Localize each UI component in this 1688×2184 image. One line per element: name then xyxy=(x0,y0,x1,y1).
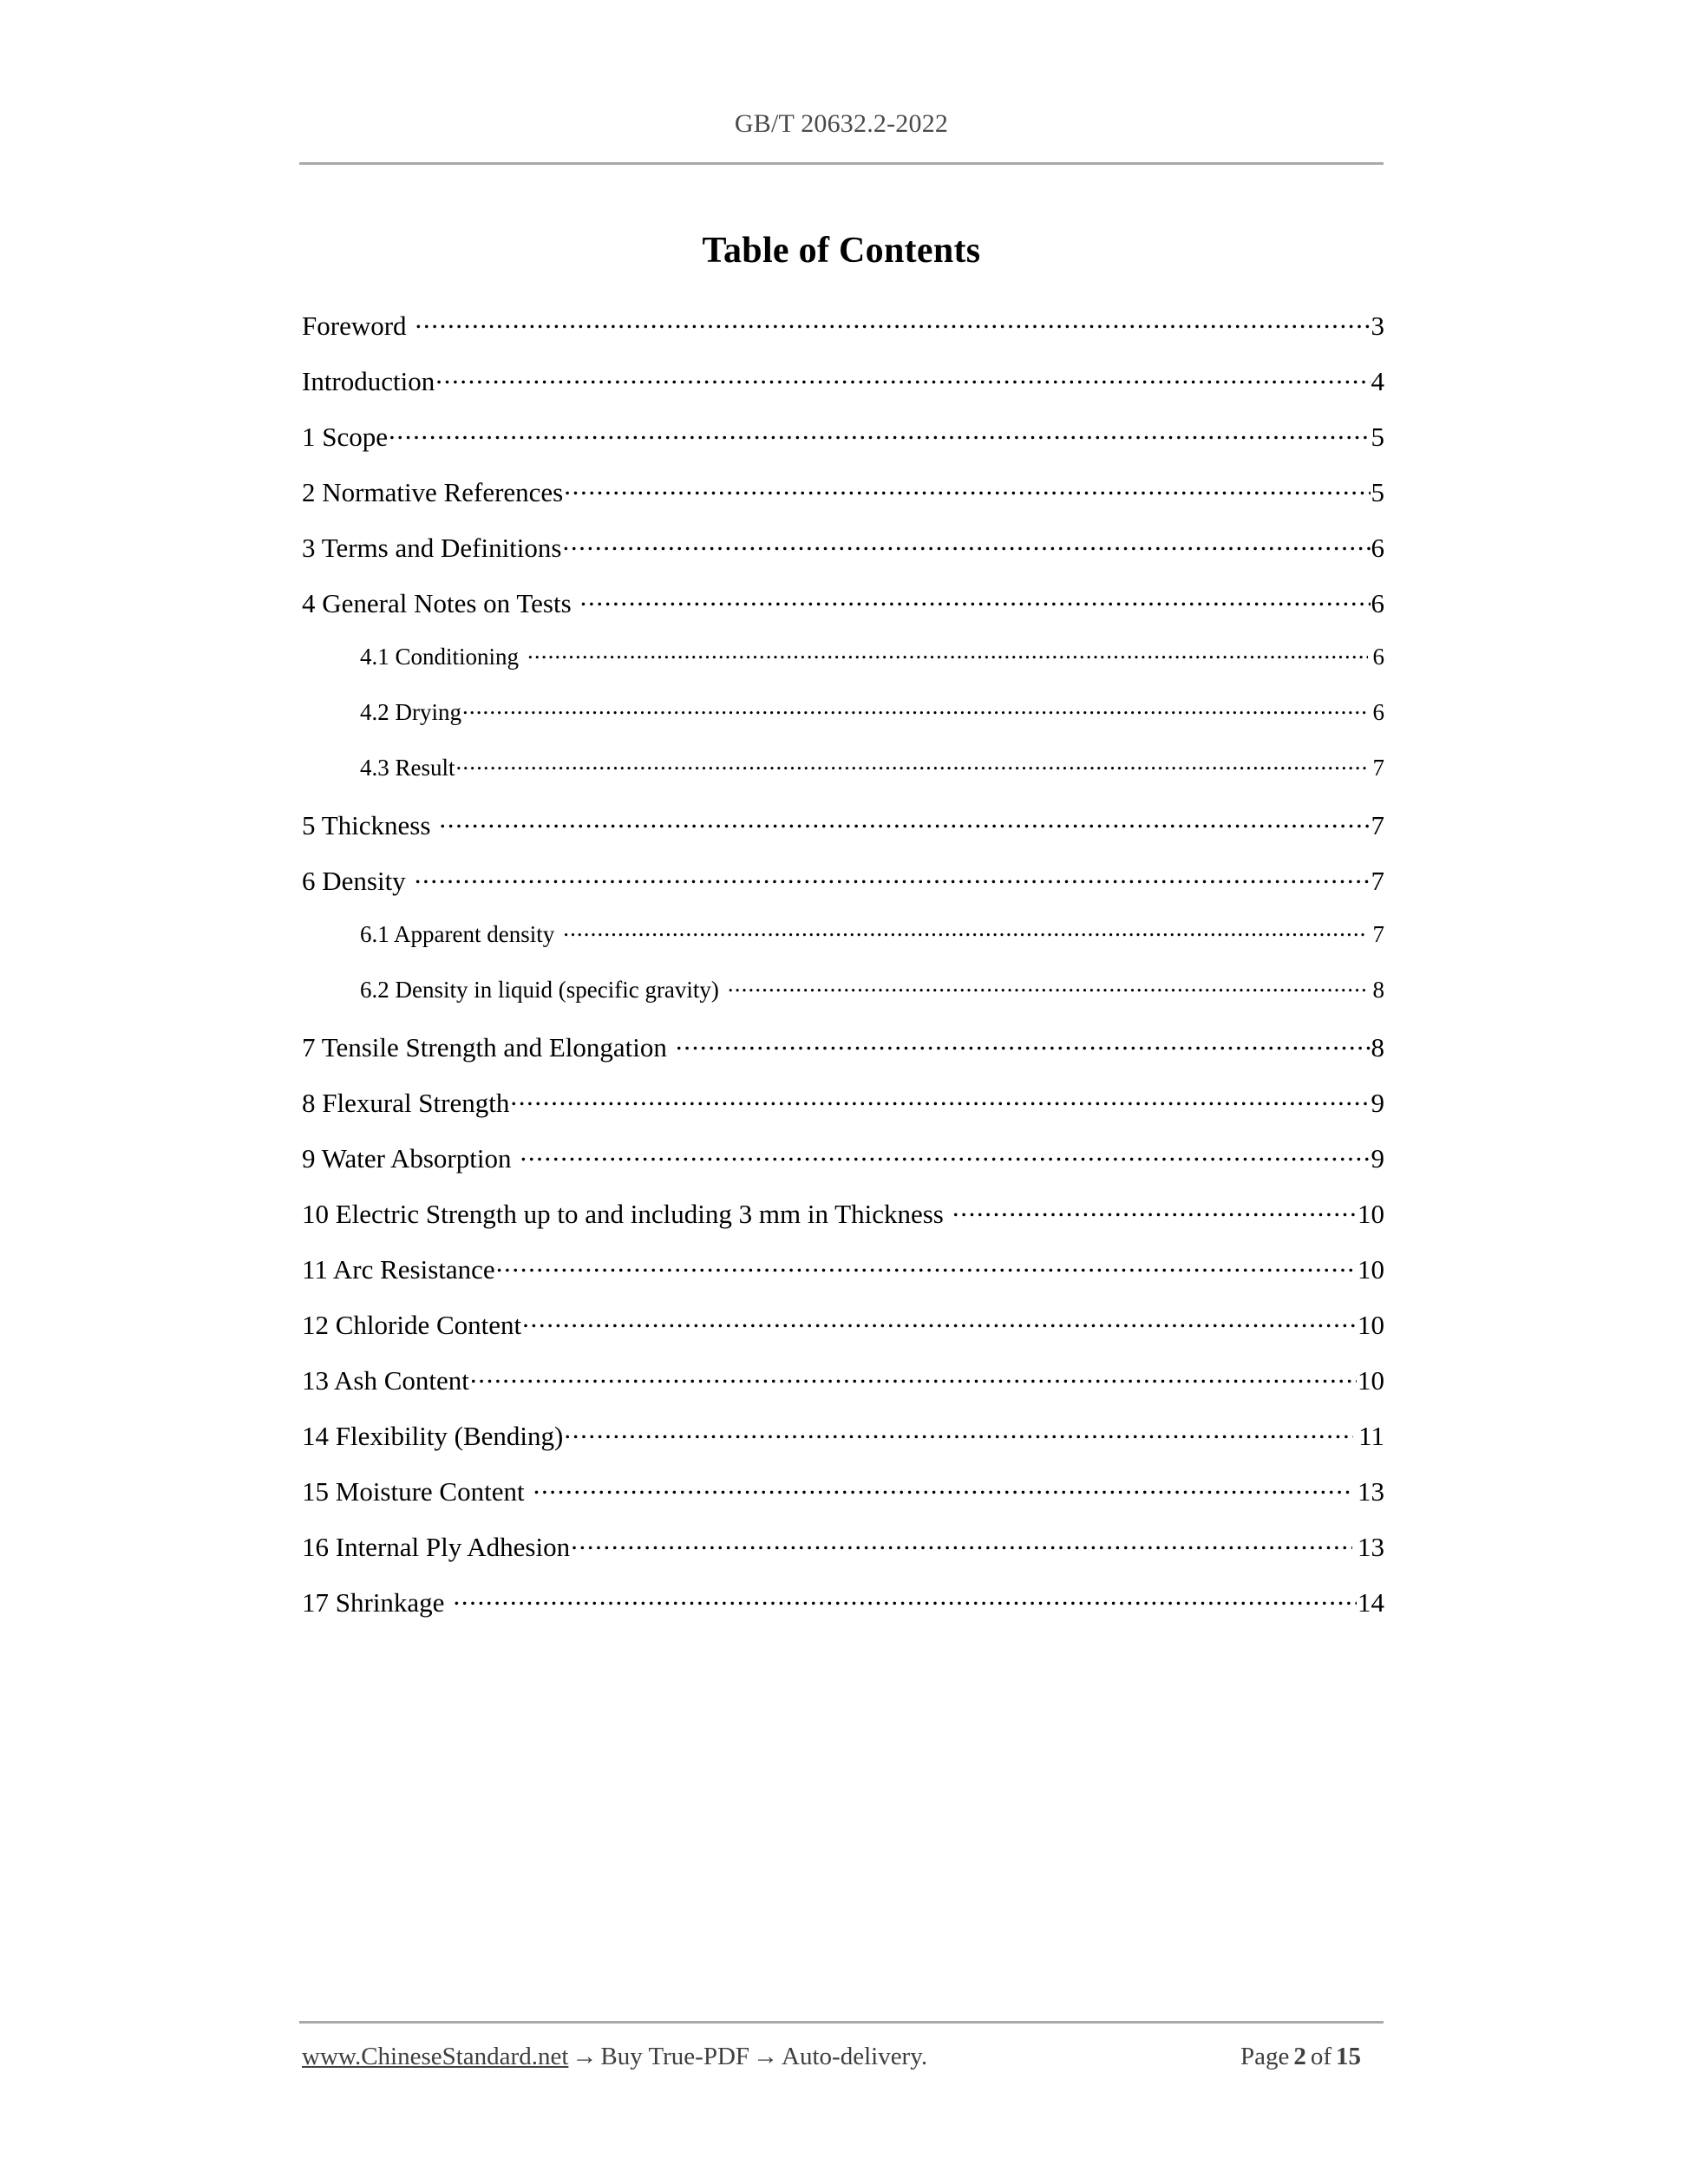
toc-dot-leader xyxy=(564,474,1370,501)
toc-entry-page-number: 7 xyxy=(1372,921,1384,947)
toc-dot-leader xyxy=(533,1474,1352,1501)
footer-promo xyxy=(302,2043,927,2071)
toc-entry-label: 6.2 Density in liquid (specific gravity) xyxy=(360,977,719,1003)
table-of-contents xyxy=(302,308,1384,1640)
toc-entry-label: 8 Flexural Strength xyxy=(302,1088,510,1118)
toc-entry[interactable] xyxy=(302,808,1384,863)
toc-entry-label: 16 Internal Ply Adhesion xyxy=(302,1532,571,1562)
toc-entry-label: 6 Density xyxy=(302,866,406,896)
toc-entry[interactable] xyxy=(302,1529,1384,1585)
toc-entry-page-number: 10 xyxy=(1358,1199,1384,1229)
toc-entry-page-number: 13 xyxy=(1358,1532,1384,1562)
header-divider xyxy=(299,162,1384,165)
toc-dot-leader xyxy=(676,1030,1371,1056)
toc-dot-leader xyxy=(496,1252,1357,1278)
toc-entry-page-number: 14 xyxy=(1358,1587,1384,1618)
toc-entry-label: 4.3 Result xyxy=(360,755,455,781)
toc-entry-page-number: 11 xyxy=(1358,1421,1384,1451)
toc-entry[interactable] xyxy=(302,1252,1384,1307)
page-header xyxy=(299,109,1384,139)
toc-dot-leader xyxy=(470,1363,1357,1390)
toc-entry[interactable] xyxy=(302,1307,1384,1363)
toc-dot-leader xyxy=(389,419,1370,446)
toc-entry-page-number: 7 xyxy=(1372,755,1384,781)
toc-dot-leader xyxy=(462,696,1368,720)
toc-entry-label: 17 Shrinkage xyxy=(302,1587,445,1618)
toc-entry-label: 3 Terms and Definitions xyxy=(302,533,562,563)
toc-entry-page-number: 6 xyxy=(1371,588,1384,618)
toc-dot-leader xyxy=(522,1307,1357,1334)
toc-dot-leader xyxy=(520,1141,1370,1167)
toc-entry[interactable] xyxy=(302,752,1384,808)
toc-entry-label: 2 Normative References xyxy=(302,477,564,507)
toc-entry-page-number: 10 xyxy=(1358,1365,1384,1396)
page-footer xyxy=(302,2043,1384,2071)
toc-entry-page-number: 3 xyxy=(1371,311,1384,341)
toc-dot-leader xyxy=(527,641,1367,664)
toc-entry-label: 9 Water Absorption xyxy=(302,1143,512,1174)
toc-entry-page-number: 10 xyxy=(1358,1254,1384,1285)
toc-dot-leader xyxy=(439,808,1370,834)
toc-entry[interactable] xyxy=(302,641,1384,696)
standard-code: GB/T 20632.2-2022 xyxy=(734,109,949,138)
toc-entry-page-number: 6 xyxy=(1371,533,1384,563)
toc-entry-page-number: 5 xyxy=(1371,422,1384,452)
toc-dot-leader xyxy=(571,1529,1352,1556)
toc-entry-label: 10 Electric Strength up to and including 3 mm in Thickness xyxy=(302,1199,944,1229)
toc-entry[interactable] xyxy=(302,1030,1384,1085)
toc-entry-label: Introduction xyxy=(302,366,435,396)
toc-entry[interactable] xyxy=(302,1085,1384,1141)
toc-entry-page-number: 7 xyxy=(1371,810,1384,840)
toc-entry[interactable] xyxy=(302,1141,1384,1196)
toc-entry-label: 6.1 Apparent density xyxy=(360,921,555,947)
arrow-right-icon-2: → xyxy=(753,2043,779,2070)
footer-promo-text-2: Auto-delivery. xyxy=(782,2043,928,2070)
toc-dot-leader xyxy=(435,363,1370,390)
total-page-count: 15 xyxy=(1336,2043,1361,2070)
toc-entry[interactable] xyxy=(302,919,1384,974)
toc-dot-leader xyxy=(952,1196,1357,1223)
toc-entry[interactable] xyxy=(302,419,1384,474)
current-page-number: 2 xyxy=(1293,2043,1306,2070)
toc-entry-label: 12 Chloride Content xyxy=(302,1310,522,1340)
toc-entry-label: 11 Arc Resistance xyxy=(302,1254,495,1285)
page-indicator xyxy=(1240,2043,1384,2071)
toc-dot-leader xyxy=(510,1085,1370,1112)
toc-entry-page-number: 9 xyxy=(1371,1143,1384,1174)
toc-entry[interactable] xyxy=(302,585,1384,641)
toc-entry-label: 1 Scope xyxy=(302,422,389,452)
toc-entry-page-number: 10 xyxy=(1358,1310,1384,1340)
toc-entry-page-number: 5 xyxy=(1371,477,1384,507)
toc-entry[interactable] xyxy=(302,696,1384,752)
toc-dot-leader xyxy=(580,585,1371,612)
toc-dot-leader xyxy=(415,863,1371,890)
toc-dot-leader xyxy=(563,919,1367,942)
toc-entry-label: Foreword xyxy=(302,311,407,341)
toc-entry-label: 4 General Notes on Tests xyxy=(302,588,572,618)
page-title: Table of Contents xyxy=(702,231,981,271)
toc-entry[interactable] xyxy=(302,974,1384,1030)
toc-entry-label: 7 Tensile Strength and Elongation xyxy=(302,1032,667,1063)
toc-entry-label: 14 Flexibility (Bending) xyxy=(302,1421,564,1451)
toc-dot-leader xyxy=(562,530,1370,557)
toc-entry[interactable] xyxy=(302,1418,1384,1474)
footer-divider xyxy=(299,2021,1384,2024)
toc-entry-label: 13 Ash Content xyxy=(302,1365,469,1396)
toc-entry-page-number: 8 xyxy=(1371,1032,1384,1063)
toc-dot-leader xyxy=(415,308,1371,335)
toc-entry-page-number: 7 xyxy=(1371,866,1384,896)
toc-entry[interactable] xyxy=(302,863,1384,919)
of-label: of xyxy=(1310,2043,1331,2070)
toc-entry-label: 5 Thickness xyxy=(302,810,431,840)
toc-dot-leader xyxy=(564,1418,1353,1445)
toc-entry-label: 15 Moisture Content xyxy=(302,1476,525,1507)
toc-entry-page-number: 6 xyxy=(1372,699,1384,725)
toc-entry-label: 4.1 Conditioning xyxy=(360,644,520,670)
toc-entry[interactable] xyxy=(302,474,1384,530)
toc-entry-label: 4.2 Drying xyxy=(360,699,461,725)
toc-entry-page-number: 8 xyxy=(1372,977,1384,1003)
toc-entry-page-number: 6 xyxy=(1372,644,1384,670)
toc-entry-page-number: 9 xyxy=(1371,1088,1384,1118)
toc-entry[interactable] xyxy=(302,1363,1384,1418)
toc-dot-leader xyxy=(728,974,1368,997)
toc-entry[interactable] xyxy=(302,1585,1384,1640)
toc-dot-leader xyxy=(453,1585,1357,1612)
toc-entry[interactable] xyxy=(302,363,1384,419)
toc-entry[interactable] xyxy=(302,530,1384,585)
toc-entry-page-number: 13 xyxy=(1358,1476,1384,1507)
toc-entry[interactable] xyxy=(302,308,1384,363)
toc-entry[interactable] xyxy=(302,1474,1384,1529)
footer-url-link[interactable]: www.ChineseStandard.net xyxy=(302,2043,569,2070)
page-label: Page xyxy=(1240,2043,1290,2070)
toc-entry[interactable] xyxy=(302,1196,1384,1252)
arrow-right-icon-1: → xyxy=(572,2043,598,2070)
toc-entry-page-number: 4 xyxy=(1371,366,1384,396)
toc-dot-leader xyxy=(456,752,1368,775)
footer-promo-text-1: Buy True-PDF xyxy=(600,2043,750,2070)
